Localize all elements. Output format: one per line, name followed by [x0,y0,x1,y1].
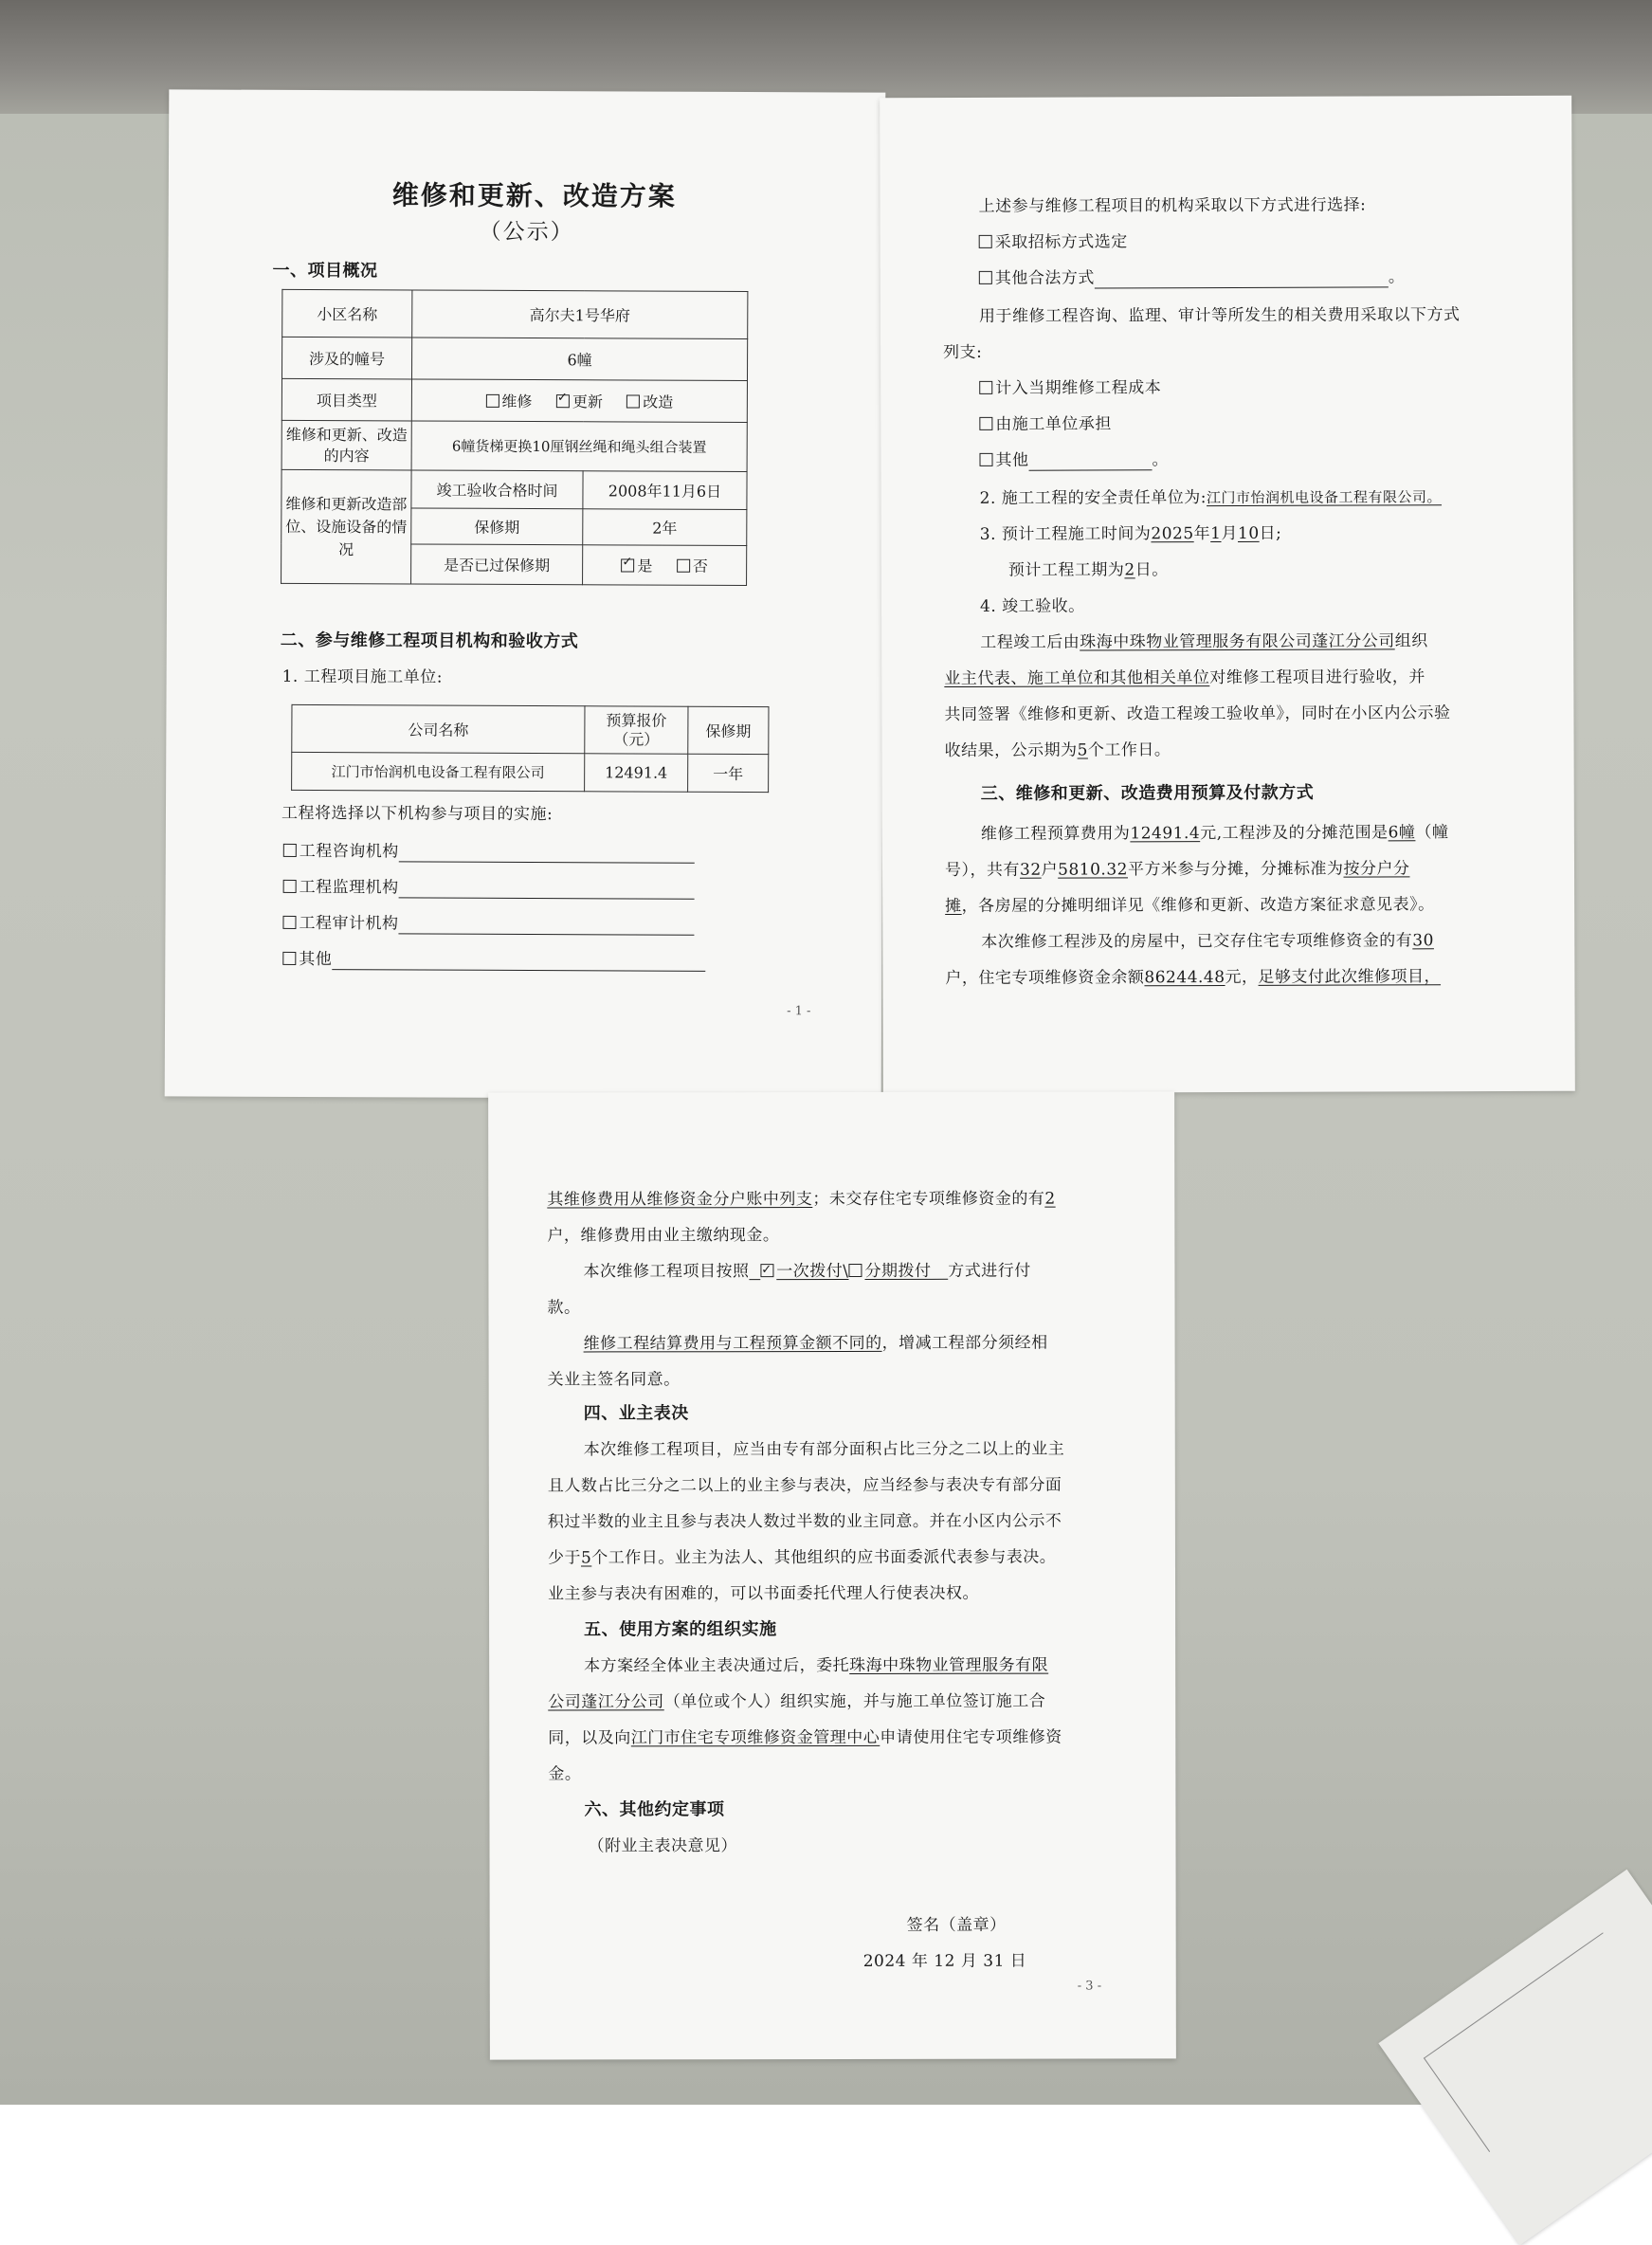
safety-label: 2. 施工工程的安全责任单位为: [979,488,1207,508]
checkbox-pay-once[interactable] [760,1264,773,1277]
fund-balance: 86244.48 [1144,968,1225,988]
cost-2-label: 由施工单位承担 [995,414,1112,434]
content-value: 6幢货梯更换10厘钢丝绳和绳头组合装置 [411,421,747,472]
company-price: 12491.4 [585,754,688,792]
institution-audit-label: 工程审计机构 [299,913,399,934]
expired-label: 是否已过保修期 [411,544,583,585]
p3-line-1 [547,1189,1055,1211]
expired-no: 否 [692,557,708,575]
budget-standard: 按分户分 [1343,859,1410,879]
accept-text-a: 工程竣工后由 [980,632,1080,652]
accept-text-c: 对维修工程项目进行验收，并 [1209,667,1425,688]
opt-bidding-label: 采取招标方式选定 [994,232,1128,252]
p3-vote-2: 且人数占比三分之二以上的业主参与表决，应当经参与表决专有部分面 [547,1475,1062,1496]
p2-fund-1 [981,930,1434,953]
pay-text-b: 方式进行付 [948,1261,1031,1281]
vote-days: 5 [580,1548,592,1568]
checkbox-other-method[interactable] [979,271,992,284]
p2-accept-1 [980,630,1428,653]
blank-line[interactable] [398,918,694,935]
impl-org-1: 珠海中珠物业管理服务有限 [849,1655,1049,1675]
page-3 [488,1091,1176,2059]
page-1 [165,89,886,1099]
accept-days: 5 [1077,740,1088,760]
fund-text-b: 户，住宅专项维修资金余额 [945,968,1145,989]
date-day: 31 [983,1951,1005,1971]
checkbox-cost-3[interactable] [979,453,992,466]
cost-1-label: 计入当期维修工程成本 [995,378,1162,398]
p2-budget-3 [945,894,1435,917]
settle-text-b: ，增减工程部分须经相 [881,1333,1048,1353]
p3-vote-4 [548,1547,1056,1569]
date-day-unit: 日 [1009,1951,1027,1971]
pay-text-a: 本次维修工程项目按照 [583,1262,750,1282]
impl-text-d: 申请使用住宅专项维修资 [880,1727,1062,1747]
institution-other-label: 其他 [299,949,333,970]
fund-text-d: 足够支付此次维修项目， [1258,967,1442,987]
pay-options [749,1262,948,1281]
budget-standard-2: 摊 [945,896,962,917]
p3-impl-1 [584,1655,1048,1677]
blank-line[interactable] [1095,271,1389,288]
time-month-unit: 月 [1221,523,1239,544]
p3-vote-3: 积过半数的业主且参与表决人数过半数的业主同意。并在小区内公示不 [547,1511,1062,1532]
budget-households: 32 [1019,860,1042,880]
checkbox-repair[interactable] [485,394,499,408]
budget-text-b: 元,工程涉及的分摊范围是 [1200,823,1389,844]
expired-options [583,545,747,586]
section-1-heading: 一、项目概况 [272,260,378,282]
opt-other-label: 其他合法方式 [994,268,1095,288]
accept-text-e1: 收结果，公示期为 [944,740,1078,761]
p2-cost-2 [979,413,1112,434]
impl-text-a: 本方案经全体业主表决通过后，委托 [584,1655,850,1676]
overview-table [281,289,748,586]
p3-impl-3 [548,1727,1062,1749]
doc-subtitle: （公示） [479,219,574,246]
item-1: 1. 工程项目施工单位: [281,666,444,687]
blank-line[interactable] [332,954,705,972]
p2-opt-bidding [979,231,1128,253]
warranty-label: 保修期 [411,508,583,545]
warranty-value: 2年 [583,509,747,546]
acceptance-value: 2008年11月6日 [583,471,747,510]
doc-title: 维修和更新、改造方案 [391,179,677,212]
date-year: 2024 [862,1951,906,1971]
vote-text-a: 少于 [547,1548,581,1568]
checkbox-expired-no[interactable] [677,559,690,573]
institution-supervision-label: 工程监理机构 [299,877,399,898]
impl-center: 江门市住宅专项维修资金管理中心 [630,1727,880,1748]
checkbox-expired-yes[interactable] [621,558,634,572]
company-header-name: 公司名称 [292,704,585,753]
acceptance-label: 竣工验收合格时间 [411,470,583,509]
p3-vote-5: 业主参与表决有困难的，可以书面委托代理人行使表决权。 [548,1583,980,1604]
institution-consulting [283,841,695,864]
checkbox-cost-1[interactable] [979,381,992,394]
institution-supervision [283,877,695,900]
institution-other [282,949,705,972]
content-label: 维修和更新、改造的内容 [281,420,411,470]
date-month-unit: 月 [960,1951,978,1971]
accept-text-e2: 个工作日。 [1087,740,1171,760]
page-2 [880,96,1575,1094]
time-label: 3. 预计工程施工时间为 [979,524,1152,544]
p2-accept-2 [944,666,1425,689]
accept-text-b: 组织 [1394,631,1428,651]
section-3-heading: 三、维修和更新、改造费用预算及付款方式 [980,782,1315,804]
community-label: 小区名称 [282,289,412,338]
p3-fund-source: 其维修费用从维修资金分户账中列支 [547,1190,813,1210]
p2-time [980,523,1282,545]
date-month: 12 [934,1951,955,1971]
fund-count: 30 [1412,931,1434,951]
sign-date [863,1951,1027,1972]
checkbox-renovate[interactable] [626,394,640,408]
p2-accept-3: 共同签署《维修和更新、改造工程竣工验收单》，同时在小区内公示验 [944,703,1451,725]
period-value: 2 [1124,560,1135,580]
accept-parties: 业主代表、施工单位和其他相关单位 [944,668,1210,689]
p3-payment [583,1261,1030,1283]
date-year-unit: 年 [911,1951,929,1971]
section-5-heading: 五、使用方案的组织实施 [584,1619,777,1640]
budget-text-a: 维修工程预算费用为 [980,824,1131,844]
impl-text-b: （单位或个人）组织实施，并与施工单位签订施工合 [663,1691,1046,1712]
p3-text-b: ；未交存住宅专项维修资金的有 [812,1189,1045,1210]
checkbox-supervision[interactable] [283,880,297,893]
type-repair: 维修 [501,392,533,411]
checkbox-other[interactable] [282,952,296,965]
building-label: 涉及的幢号 [281,337,411,379]
institution-consulting-label: 工程咨询机构 [299,841,399,862]
type-renovate: 改造 [643,392,674,411]
checkbox-bidding[interactable] [979,235,992,248]
budget-text-f: 平方米参与分摊，分摊标准为 [1127,859,1344,880]
p2-cost-1 [979,377,1161,399]
budget-scope: 6幢 [1388,823,1416,843]
time-day-unit: 日; [1259,523,1282,543]
checkbox-pay-installment[interactable] [848,1264,862,1277]
p2-period [1008,559,1169,581]
section-2-heading: 二、参与维修工程项目机构和验收方式 [280,630,579,652]
accept-org: 珠海中珠物业管理服务有限公司蓬江分公司 [1080,631,1395,652]
company-header-warranty: 保修期 [688,706,769,754]
type-label: 项目类型 [281,378,411,421]
pay-installment-label: 分期拨付 [864,1261,932,1281]
institutions-intro: 工程将选择以下机构参与项目的实施: [281,803,554,825]
p3-impl-4: 金。 [548,1764,582,1784]
blank-line[interactable] [399,846,695,863]
p3-impl-2 [548,1691,1045,1713]
budget-value: 12491.4 [1130,824,1201,844]
section-6-heading: 六、其他约定事项 [584,1799,725,1820]
p2-cost-3: 其他 。 [979,449,1169,471]
p2-budget-2 [945,858,1410,881]
p3-unpaid-count: 2 [1044,1189,1056,1209]
corner-document [1378,1870,1652,2245]
p3-vote-1: 本次维修工程项目，应当由专有部分面积占比三分之二以上的业主 [583,1439,1065,1460]
fund-text-c: 元， [1225,967,1259,988]
page-number: - 1 - [787,1004,811,1019]
p2-accept-4 [945,739,1171,761]
condition-label: 维修和更新改造部位、设施设备的情况 [281,469,412,584]
checkbox-consulting[interactable] [283,844,297,857]
p2-cost-intro-2: 列支: [943,342,983,363]
corner-document-lines [1424,1932,1652,2152]
budget-text-e: 户 [1041,860,1059,880]
vote-text-c: 个工作日。业主为法人、其他组织的应书面委派代表参与表决。 [591,1547,1057,1568]
company-name: 江门市怡润机电设备工程有限公司 [292,752,585,791]
p2-budget-1 [981,822,1449,845]
pay-once-label: 一次拨付\ [776,1261,849,1282]
fund-text-a: 本次维修工程涉及的房屋中，已交存住宅专项维修资金的有 [981,931,1413,952]
safety-unit: 江门市怡润机电设备工程有限公司。 [1206,488,1443,507]
company-warranty: 一年 [688,754,769,792]
period-unit: 日。 [1135,560,1169,580]
section-4-heading: 四、业主表决 [583,1403,689,1424]
checkbox-update[interactable] [556,394,570,408]
budget-area: 5810.32 [1058,860,1129,880]
p2-acceptance-heading: 4. 竣工验收。 [980,596,1085,616]
p3-settle-end: 关业主签名同意。 [547,1370,681,1390]
page-number: - 3 - [1077,1979,1102,1994]
time-month: 1 [1210,524,1222,544]
time-year: 2025 [1151,524,1194,544]
time-day: 10 [1237,523,1260,543]
company-header-price: 预算报价（元） [585,706,688,754]
settle-text-a: 维修工程结算费用与工程预算金额不同的 [583,1333,882,1354]
p2-selection-intro: 上述参与维修工程项目的机构采取以下方式进行选择: [978,195,1367,216]
company-table [291,704,769,793]
institution-audit [282,913,694,936]
type-options [411,379,747,423]
checkbox-cost-2[interactable] [979,417,992,430]
blank-line[interactable] [399,882,695,899]
p2-opt-other: 其他合法方式 。 [979,266,1406,289]
p3-settle [584,1333,1048,1355]
p2-fund-2 [945,966,1441,989]
budget-text-c: （幢 [1415,823,1449,843]
cost-3-label: 其他 [995,450,1029,470]
community-value: 高尔夫1号华府 [412,290,748,339]
building-value: 6幢 [411,338,747,381]
p3-line-2: 户，维修费用由业主缴纳现金。 [547,1226,780,1246]
budget-text-d: 号），共有 [944,860,1021,881]
impl-text-c: 同，以及向 [548,1728,631,1748]
p2-cost-intro: 用于维修工程咨询、监理、审计等所发生的相关费用采取以下方式 [978,305,1461,326]
p2-safety [980,486,1442,509]
budget-text-g: ，各房屋的分摊明细详见《维修和更新、改造方案征求意见表》。 [961,895,1435,916]
signature-label: 签名（盖章） [906,1915,1007,1935]
impl-org-2: 公司蓬江分公司 [548,1692,664,1712]
time-year-unit: 年 [1193,524,1211,544]
period-label: 预计工程工期为 [1008,560,1125,580]
blank-line[interactable] [1028,454,1152,470]
checkbox-audit[interactable] [282,916,296,929]
expired-yes: 是 [637,557,653,575]
p3-attachment-note: （附业主表决意见） [588,1836,738,1856]
p3-pay-end: 款。 [547,1298,581,1318]
type-update: 更新 [572,392,603,411]
